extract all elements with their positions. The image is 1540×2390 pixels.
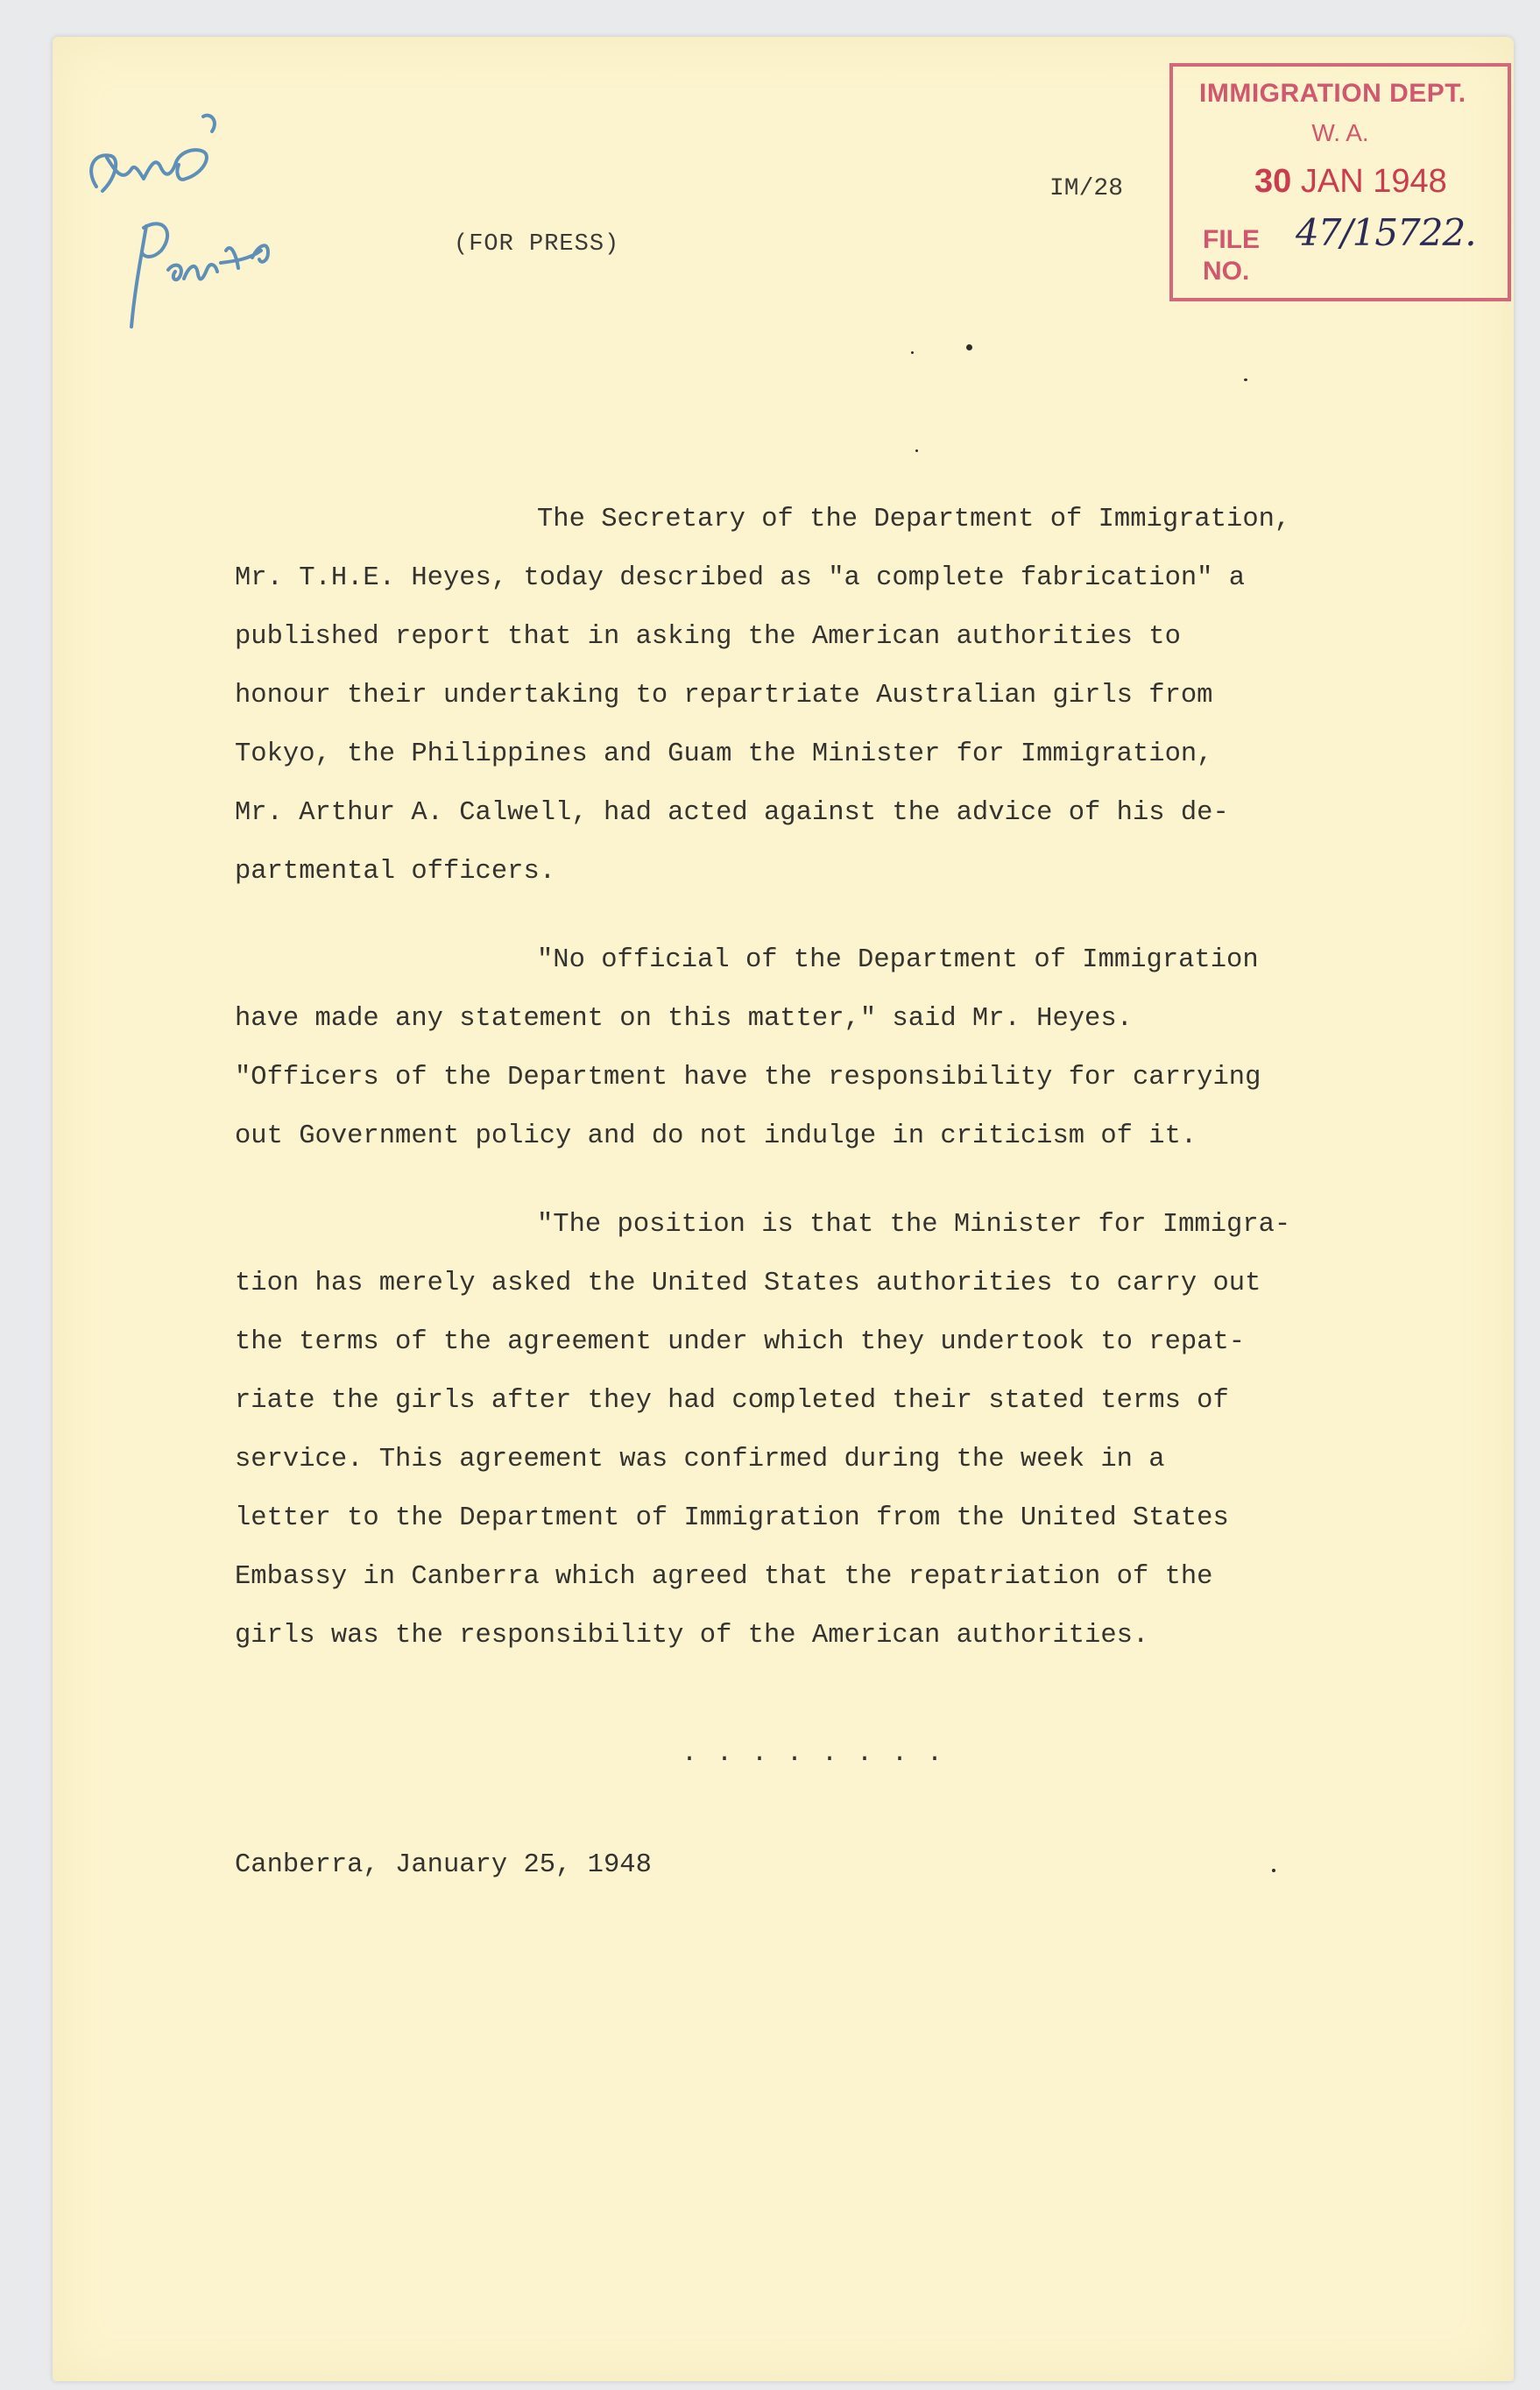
- stamp-date-rest: JAN 1948: [1300, 163, 1447, 200]
- text-line: the terms of the agreement under which they undertook to repat-: [235, 1327, 1246, 1357]
- stamp-file-label-line2: NO.: [1203, 257, 1250, 286]
- stamp-file-number: 47/15722.: [1296, 211, 1476, 254]
- stamp-date-day: 30: [1254, 163, 1292, 200]
- dateline: Canberra, January 25, 1948: [235, 1850, 652, 1880]
- stamp-file-label-line1: FILE: [1203, 225, 1260, 254]
- text-line: service. This agreement was confirmed during the week in a: [235, 1445, 1165, 1474]
- paragraph-1: [235, 491, 1391, 902]
- text-line: tion has merely asked the United States authorities to carry out: [235, 1269, 1261, 1298]
- section-separator: . . . . . . . .: [682, 1739, 945, 1769]
- paper-speck: [966, 344, 972, 350]
- text-line: letter to the Department of Immigration from the United States: [235, 1503, 1229, 1533]
- paragraph-3: [235, 1196, 1391, 1665]
- text-line: published report that in asking the American authorities to: [235, 622, 1181, 652]
- paper-speck: [915, 449, 918, 452]
- stamp-date: [1254, 163, 1447, 201]
- text-line: "The position is that the Minister for Immigra-: [537, 1210, 1291, 1240]
- text-line: girls was the responsibility of the American authorities.: [235, 1621, 1149, 1651]
- paragraph-2: [235, 931, 1391, 1166]
- text-line: Mr. T.H.E. Heyes, today described as "a complete fabrication" a: [235, 563, 1246, 593]
- text-line: honour their undertaking to repartriate Australian girls from: [235, 681, 1213, 711]
- stamp-file-label: [1203, 224, 1260, 287]
- paper-speck: [1244, 378, 1247, 381]
- paper-speck: [1272, 1869, 1275, 1872]
- handwriting-signature-image: [81, 103, 308, 349]
- text-line: Mr. Arthur A. Calwell, had acted against the advice of his de-: [235, 798, 1229, 828]
- text-line: Embassy in Canberra which agreed that the repatriation of the: [235, 1562, 1213, 1592]
- paper-speck: [911, 351, 914, 354]
- text-line: "No official of the Department of Immigration: [537, 945, 1259, 975]
- immigration-dept-stamp: [1169, 63, 1511, 301]
- for-press-heading: (FOR PRESS): [454, 231, 620, 258]
- text-line: riate the girls after they had completed their stated terms of: [235, 1386, 1229, 1416]
- stamp-state: W. A.: [1311, 119, 1369, 146]
- text-line: "Officers of the Department have the responsibility for carrying: [235, 1063, 1261, 1092]
- text-line: have made any statement on this matter," said Mr. Heyes.: [235, 1004, 1133, 1034]
- text-line: Tokyo, the Philippines and Guam the Minister for Immigration,: [235, 739, 1213, 769]
- text-line: partmental officers.: [235, 857, 556, 887]
- text-line: The Secretary of the Department of Immigration,: [537, 505, 1291, 534]
- text-line: out Government policy and do not indulge in criticism of it.: [235, 1121, 1197, 1151]
- reference-number: IM/28: [1049, 175, 1124, 202]
- stamp-title: IMMIGRATION DEPT.: [1199, 79, 1466, 108]
- press-release-body: [235, 491, 1391, 1665]
- handwritten-annotation: [81, 103, 308, 349]
